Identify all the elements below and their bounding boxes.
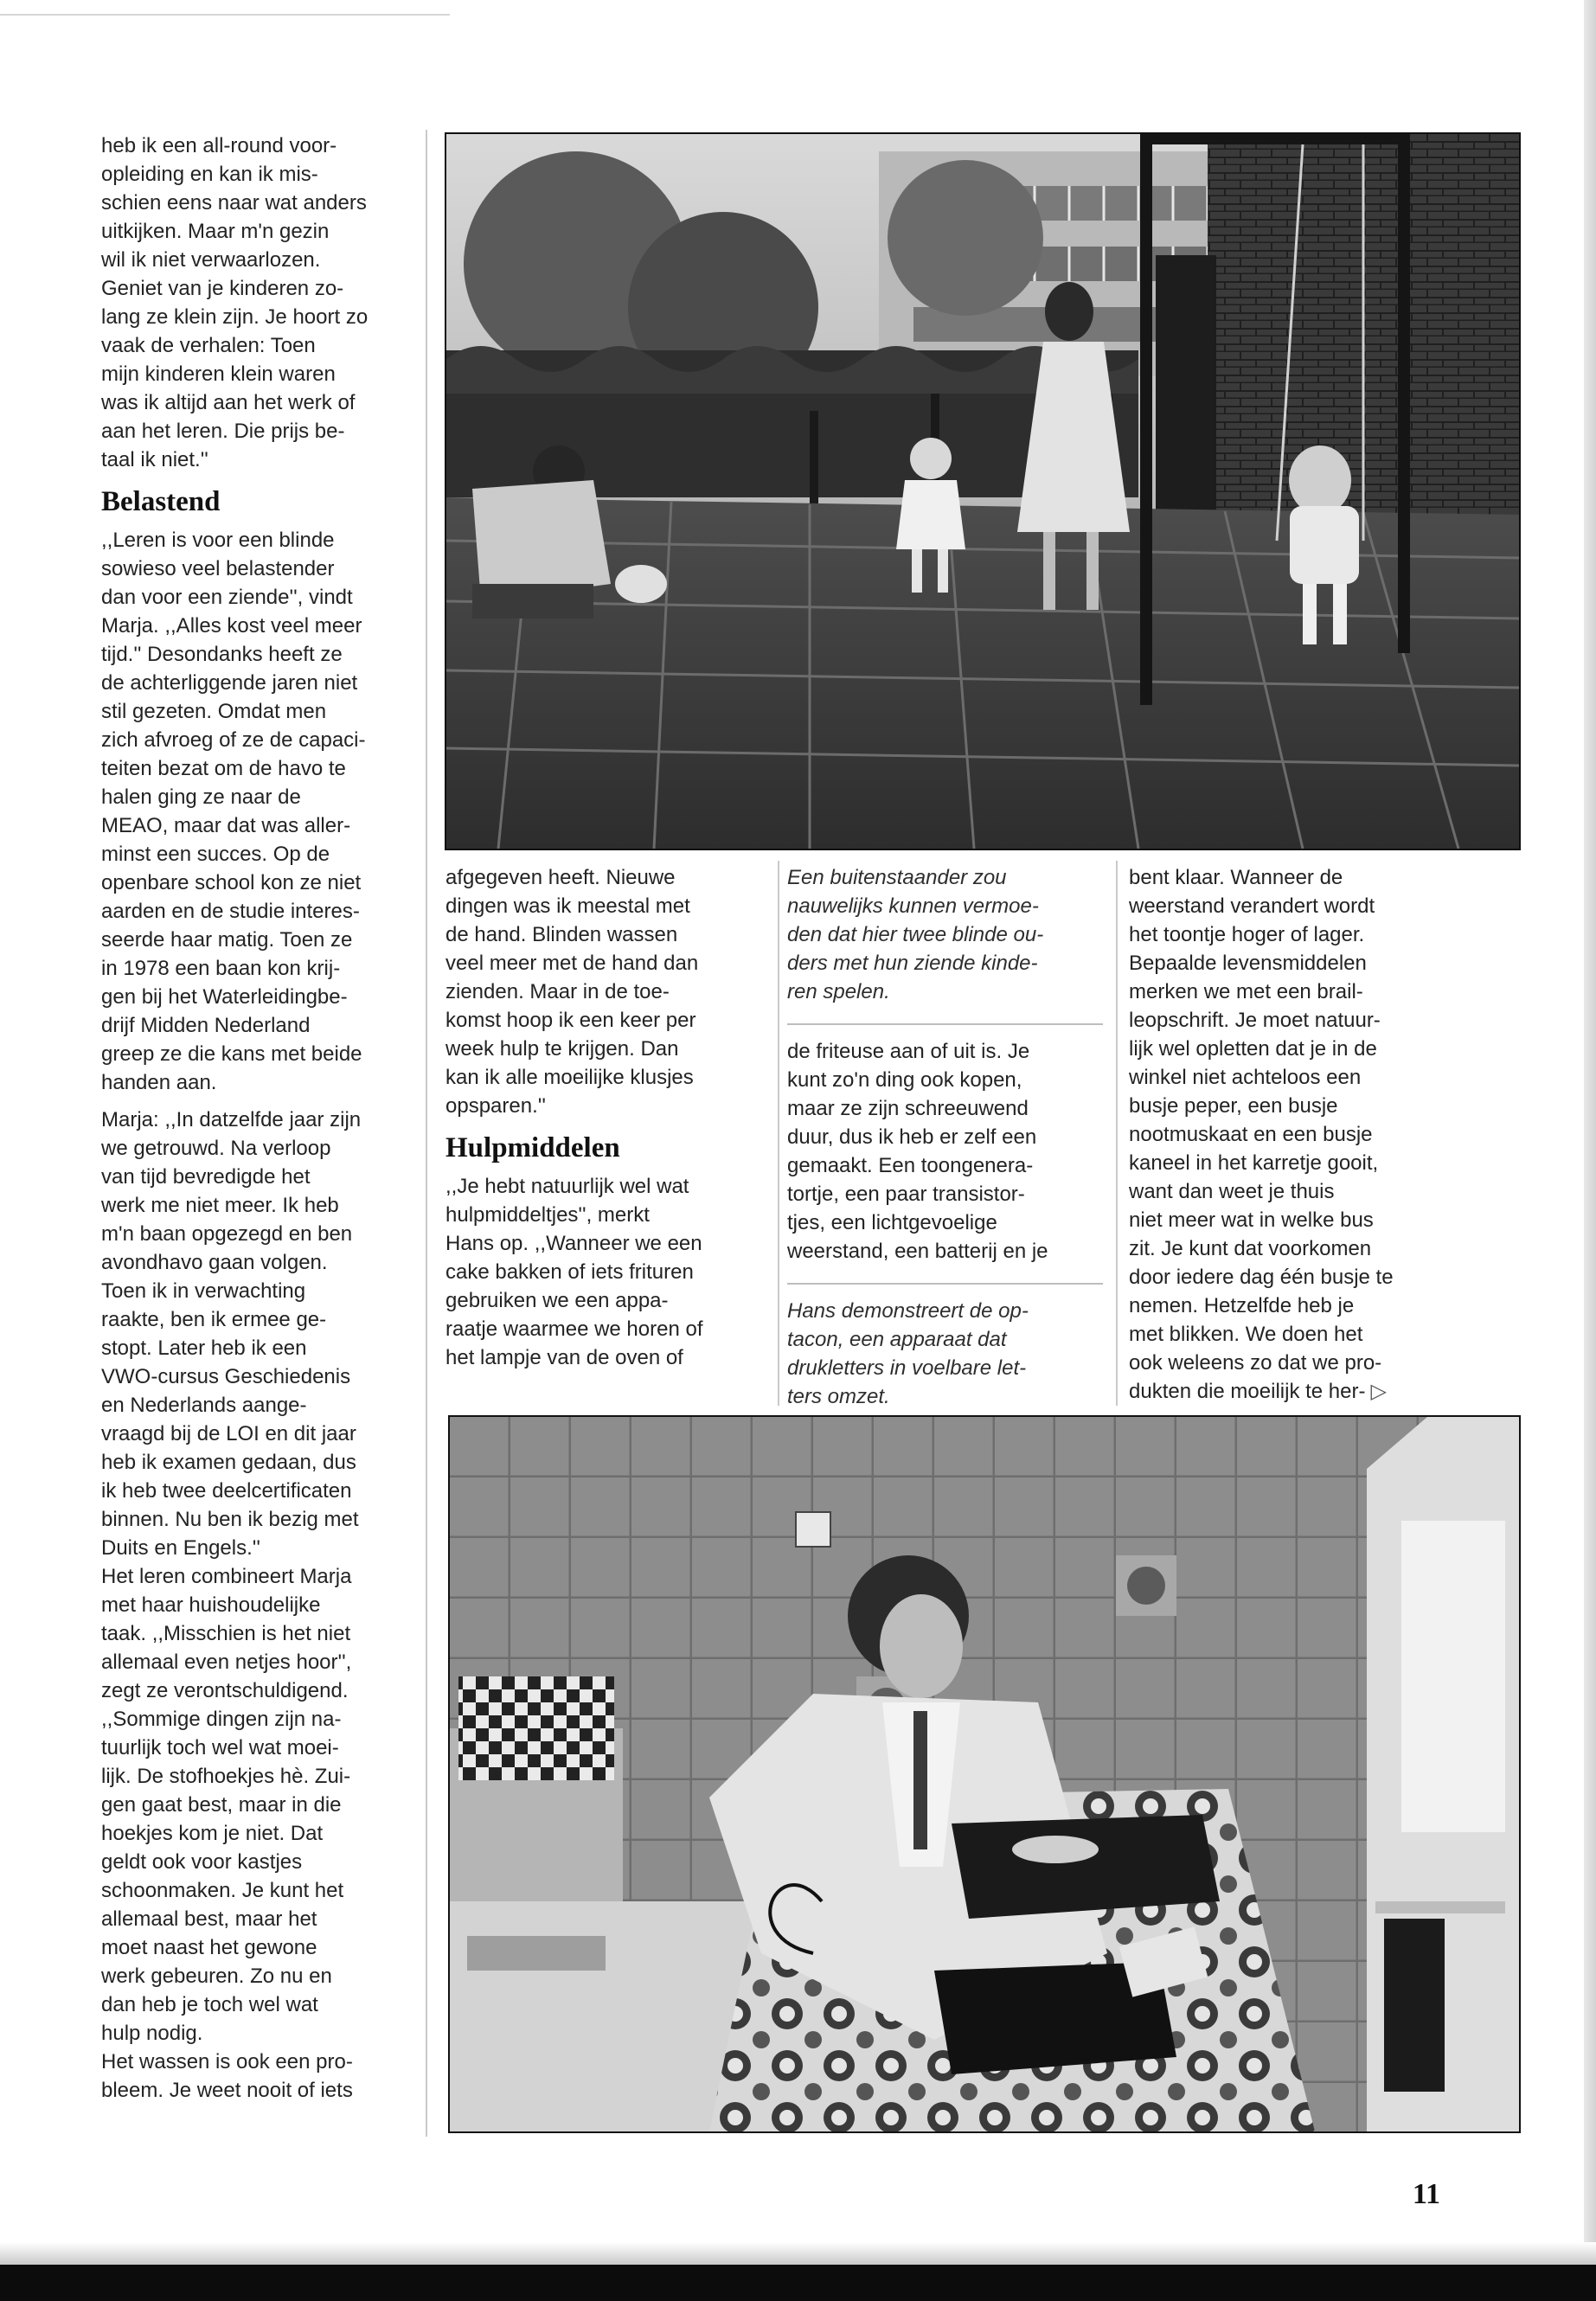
caption-rule-bottom — [787, 1283, 1103, 1285]
top-edge-rule — [0, 14, 450, 16]
triangle-right-outline-icon: ▷ — [1370, 1380, 1387, 1403]
paragraph-friteuse: de friteuse aan of uit is. Je kunt zo'n ding ook kopen, maar ze zijn schreeuwend duur, dus ik heb er zelf een gemaakt. Een toongenera- tortje, een paar transistor- tjes, een lichtgevoelige weerstand, een batterij en je — [787, 1040, 1048, 1263]
paragraph-klaar — [1129, 863, 1458, 1406]
page-number: 11 — [1412, 2178, 1440, 2210]
page-bottom-shadow — [0, 2242, 1596, 2265]
text-column-1 — [101, 131, 413, 2113]
column-rule-3 — [1116, 861, 1118, 1406]
paragraph-intro: heb ik een all-round voor- opleiding en kan ik mis- schien eens naar wat anders uitkijken. Maar m'n gezin wil ik niet verwaarlozen. Geniet van je kinderen zo- lang ze klein zijn. Je hoort zo vaak de verhalen: Toen mijn kinderen klein waren was ik altijd aan het werk of aan het leren. Die prijs be- taal ik niet.'' — [101, 134, 369, 471]
column-rule-2 — [778, 861, 779, 1406]
garden-photo — [445, 132, 1521, 850]
text-column-2 — [445, 863, 766, 1381]
caption-rule-top — [787, 1023, 1103, 1025]
paragraph-hulpmiddelen: ,,Je hebt natuurlijk wel wat hulpmiddeltjes'', merkt Hans op. ,,Wanneer we een cake bakken of iets frituren gebruiken we een appa- raatje waarmee we horen of het lampje van de oven of — [445, 1175, 703, 1369]
page-bottom-band — [0, 2265, 1596, 2301]
column-rule-1 — [426, 130, 427, 2137]
garden-photo-illustration — [446, 134, 1519, 849]
text-column-3 — [787, 863, 1103, 1420]
optacon-photo — [448, 1415, 1521, 2133]
caption-optacon-photo: Hans demonstreert de op- tacon, een apparaat dat drukletters in voelbare let- ters omzet. — [787, 1299, 1029, 1408]
paragraph-belastend: ,,Leren is voor een blinde sowieso veel belastender dan voor een ziende'', vindt Marja. ,,Alles kost veel meer tijd.'' Desondanks heeft ze de achterliggende jaren niet stil gezeten. Omdat men zich afvroeg of ze de capaci- teiten bezat om de havo te halen ging ze naar de MEAO, maar dat was aller- minst een succes. Op de openbare school kon ze niet aarden en de studie interes- seerde haar matig. Toen ze in 1978 een baan kon krij- gen bij het Waterleidingbe- drijf Midden Nederland greep ze die kans met beide handen aan. — [101, 529, 366, 1094]
text-column-4 — [1129, 863, 1458, 1414]
paragraph-marja: Marja: ,,In datzelfde jaar zijn we getrouwd. Na verloop van tijd bevredigde het werk me niet meer. Ik heb m'n baan opgezegd en ben avondhavo gaan volgen. Toen ik in verwachting raakte, ben ik ermee ge- stopt. Later heb ik een VWO-cursus Geschiedenis en Nederlands aange- vraagd bij de LOI en dit jaar heb ik examen gedaan, dus ik heb twee deelcertificaten binnen. Nu ben ik bezig met Duits en Engels.'' Het leren combineert Marja met haar huishoudelijke taak. ,,Misschien is het niet allemaal even netjes hoor'', zegt ze verontschuldigend. ,,Sommige dingen zijn na- tuurlijk toch wel wat moei- lijk. De stofhoekjes hè. Zui- gen gaat best, maar in die hoekjes kom je niet. Dat geldt ook voor kastjes schoonmaken. Je kunt het allemaal best, maar het moet naast het gewone werk gebeuren. Zo nu en dan heb je toch wel wat hulp nodig. Het wassen is ook een pro- bleem. Je weet nooit of iets — [101, 1108, 362, 2102]
page-right-edge — [1584, 0, 1596, 2301]
heading-hulpmiddelen: Hulpmiddelen — [445, 1132, 620, 1163]
paragraph-klaar-text: bent klaar. Wanneer de weerstand verandert wordt het toontje hoger of lager. Bepaalde levensmiddelen merken we met een brail- leopschrift. Je moet natuur- lijk wel opletten dat je in de winkel niet achteloos een busje peper, een busje nootmuskaat en een busje kaneel in het karretje gooit, want dan weet je thuis niet meer wat in welke bus zit. Je kunt dat voorkomen door iedere dag één busje te nemen. Hetzelfde heb je met blikken. We doen het ook weleens zo dat we pro- dukten die moeilijk te her- — [1129, 866, 1394, 1403]
paragraph-afgegeven: afgegeven heeft. Nieuwe dingen was ik meestal met de hand. Blinden wassen veel meer met de hand dan zienden. Maar in de toe- komst hoop ik een keer per week hulp te krijgen. Dan kan ik alle moeilijke klusjes opsparen.'' — [445, 866, 699, 1118]
heading-belastend: Belastend — [101, 486, 221, 517]
optacon-photo-illustration — [450, 1417, 1519, 2131]
caption-garden-photo: Een buitenstaander zou nauwelijks kunnen vermoe- den dat hier twee blinde ou- ders met hun ziende kinde- ren spelen. — [787, 866, 1044, 1003]
